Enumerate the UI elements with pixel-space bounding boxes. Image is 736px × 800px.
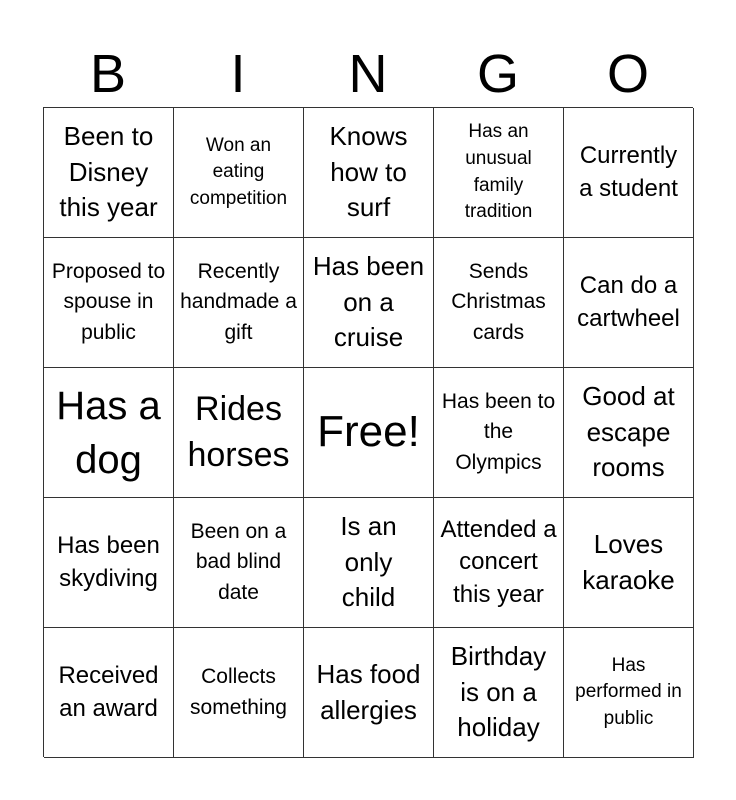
bingo-cell[interactable] (174, 238, 304, 368)
bingo-cell-text: Has food allergies (316, 658, 421, 725)
bingo-cell[interactable] (44, 238, 174, 368)
bingo-cell-text: Has performed in public (575, 654, 682, 729)
bingo-cell-text: Has been to the Olympics (441, 389, 556, 474)
bingo-cell-text: Collects something (190, 665, 287, 719)
bingo-cell-text: Is an only child (340, 510, 397, 613)
bingo-cell-text: Knows how to surf (329, 120, 408, 223)
bingo-cell-text: Loves karaoke (582, 528, 675, 595)
bingo-cell-text: Received an award (58, 662, 159, 722)
bingo-cell[interactable] (174, 628, 304, 758)
bingo-cell-text: Has been on a cruise (312, 250, 425, 353)
bingo-cell-text: Rides horses (187, 389, 290, 474)
bingo-cell[interactable] (434, 108, 564, 238)
bingo-cell[interactable] (174, 108, 304, 238)
bingo-cell[interactable] (44, 498, 174, 628)
bingo-cell[interactable] (44, 108, 174, 238)
bingo-cell-text: Has an unusual family tradition (464, 121, 533, 223)
bingo-board (43, 107, 693, 757)
bingo-cell[interactable] (564, 498, 694, 628)
bingo-cell-text: Currently a student (579, 142, 678, 202)
bingo-cell[interactable] (304, 498, 434, 628)
bingo-cell[interactable] (174, 368, 304, 498)
header-letter-n: N (348, 44, 388, 104)
bingo-cell[interactable] (44, 368, 174, 498)
bingo-cell-text: Can do a cartwheel (577, 272, 680, 332)
header-letter-o: O (606, 44, 649, 104)
bingo-cell-text: Proposed to spouse in public (51, 259, 166, 344)
header-letter-g: G (476, 44, 519, 104)
bingo-cell[interactable] (564, 368, 694, 498)
bingo-cell-text: Sends Christmas cards (451, 259, 546, 344)
bingo-header (43, 40, 693, 108)
bingo-cell[interactable] (304, 628, 434, 758)
bingo-cell-text: Attended a concert this year (440, 515, 557, 608)
bingo-cell[interactable] (434, 238, 564, 368)
bingo-cell-text: Been on a bad blind date (190, 519, 287, 604)
bingo-cell[interactable] (564, 628, 694, 758)
bingo-cell-text: Has a dog (56, 383, 161, 482)
header-letter-i: I (230, 44, 246, 104)
bingo-cell-free[interactable] (304, 368, 434, 498)
bingo-cell[interactable] (44, 628, 174, 758)
bingo-cell[interactable] (174, 498, 304, 628)
header-letter-b: B (89, 44, 127, 104)
free-space-text: Free! (317, 407, 420, 457)
bingo-cell[interactable] (304, 108, 434, 238)
bingo-cell-text: Been to Disney this year (59, 120, 158, 223)
bingo-cell-text: Birthday is on a holiday (450, 640, 547, 743)
bingo-cell-text: Won an eating competition (189, 134, 288, 209)
bingo-cell[interactable] (304, 238, 434, 368)
bingo-cell[interactable] (434, 368, 564, 498)
bingo-cell[interactable] (564, 238, 694, 368)
bingo-cell[interactable] (434, 628, 564, 758)
bingo-cell[interactable] (434, 498, 564, 628)
bingo-cell-text: Recently handmade a gift (180, 259, 297, 344)
bingo-cell[interactable] (564, 108, 694, 238)
bingo-cell-text: Good at escape rooms (582, 380, 675, 483)
bingo-cell-text: Has been skydiving (57, 532, 160, 592)
